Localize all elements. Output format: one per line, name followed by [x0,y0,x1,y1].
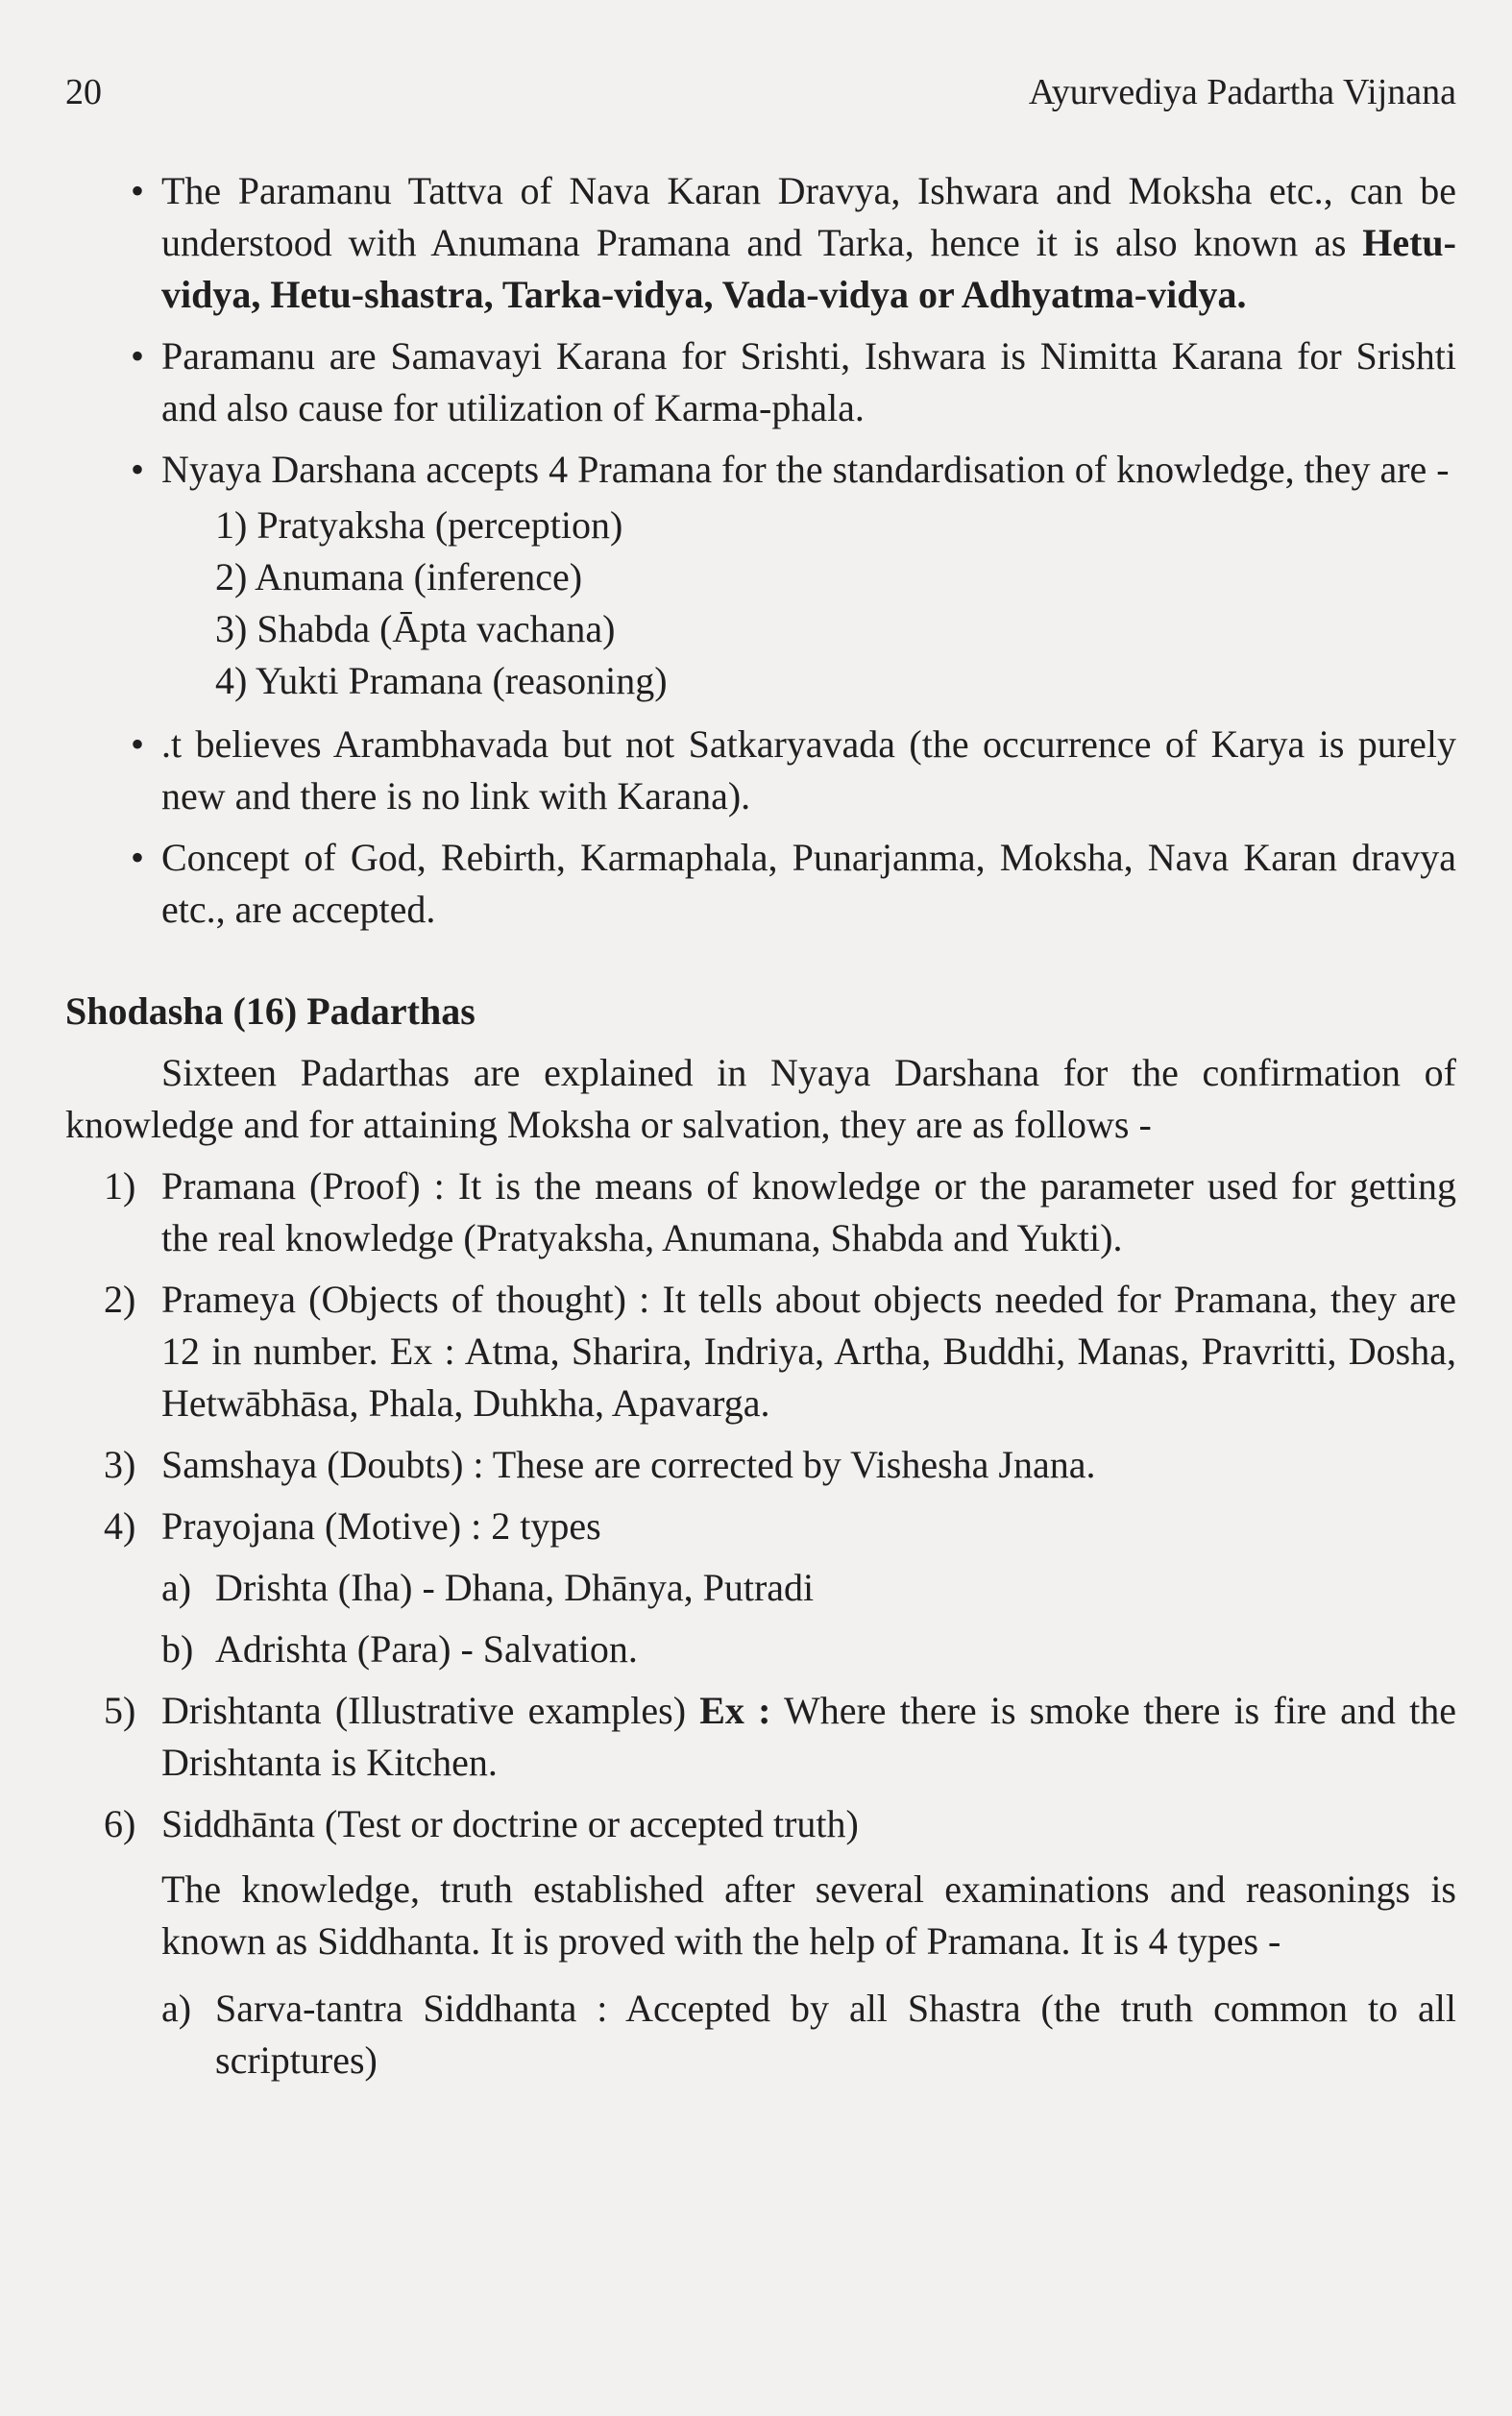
sub-item-letter: a) [161,1566,192,1609]
item-text: Siddhānta (Test or doctrine or accepted truth) [161,1802,859,1845]
prayojana-type [65,1623,1456,1675]
page-body [65,165,1456,2096]
padartha-item [65,1274,1456,1429]
item-text: Samshaya (Doubts) : These are corrected by Vishesha Jnana. [161,1443,1096,1486]
bullet-item [65,330,1456,434]
bullet-item [65,719,1456,822]
item-number: 5) [104,1689,136,1732]
item-text-continued: Where there is smoke there is fire and the Drishtanta is Kitchen. [161,1689,1456,1784]
pramana-list-item: 4) Yukti Pramana (reasoning) [215,659,668,702]
bullet-text: The Paramanu Tattva of Nava Karan Dravya, Ishwara and Moksha etc., can be understood with Anumana Pramana and Tarka, hence it is also known as [161,169,1456,264]
bullet-dot-icon: • [131,836,145,879]
pramana-list [65,500,1456,707]
item-bold-text: Ex : [699,1689,771,1732]
padartha-item [65,1501,1456,1552]
bullet-dot-icon: • [131,334,145,378]
item-number: 3) [104,1443,136,1486]
item-number: 2) [104,1278,136,1321]
item-number: 4) [104,1504,136,1548]
sub-item-text: Adrishta (Para) - Salvation. [215,1627,638,1671]
siddhanta-paragraph: The knowledge, truth established after several examinations and reasonings is known as Siddhanta. It is proved with the help of Pramana. It is 4 types - [161,1867,1456,1963]
item-number: 6) [104,1802,136,1845]
sub-item-letter: b) [161,1627,194,1671]
sub-item-text: Sarva-tantra Siddhanta : Accepted by all Shastra (the truth common to all scriptures) [215,1987,1456,2082]
bullet-text: Concept of God, Rebirth, Karmaphala, Punarjanma, Moksha, Nava Karan dravya etc., are accepted. [161,836,1456,931]
bullet-text: Paramanu are Samavayi Karana for Srishti, Ishwara is Nimitta Karana for Srishti and also cause for utilization of Karma-phala. [161,334,1456,429]
bullet-dot-icon: • [131,722,145,766]
padartha-item [65,1685,1456,1789]
padartha-item [65,1439,1456,1491]
bullet-item [65,832,1456,936]
pramana-list-item: 2) Anumana (inference) [215,555,583,598]
bullet-text: Nyaya Darshana accepts 4 Pramana for the standardisation of knowledge, they are - [161,448,1450,491]
section-heading: Shodasha (16) Padarthas [65,989,476,1033]
item-number: 1) [104,1164,136,1208]
prayojana-type [65,1562,1456,1614]
siddhanta-type [65,1983,1456,2087]
running-head: Ayurvediya Padartha Vijnana [1028,72,1456,112]
bullet-dot-icon: • [131,448,145,491]
bullet-bold-text: Hetu-vidya, Hetu-shastra, Tarka-vidya, Vada-vidya or Adhyatma-vidya. [161,221,1456,316]
pramana-list-item: 3) Shabda (Āpta vachana) [215,607,616,650]
padartha-item [65,1160,1456,1264]
intro-paragraph: Sixteen Padarthas are explained in Nyaya Darshana for the confirmation of knowledge and for attaining Moksha or salvation, they are as follows - [65,1051,1456,1146]
bullet-item [65,165,1456,321]
sub-item-letter: a) [161,1987,192,2030]
item-text: Prayojana (Motive) : 2 types [161,1504,601,1548]
bullet-dot-icon: • [131,169,145,212]
padartha-item [65,1798,1456,1850]
bullet-text: .t believes Arambhavada but not Satkaryavada (the occurrence of Karya is purely new and there is no link with Karana). [161,722,1456,818]
item-text: Prameya (Objects of thought) : It tells about objects needed for Pramana, they are 12 in number. Ex : Atma, Sharira, Indriya, Artha, Buddhi, Manas, Pravritti, Dosha, Hetwābhāsa, Phala, Duhkha, Apavarga. [161,1278,1456,1425]
item-text: Drishtanta (Illustrative examples) [161,1689,700,1732]
pramana-list-item: 1) Pratyaksha (perception) [215,503,623,547]
page-number: 20 [65,72,102,112]
bullet-item [65,444,1456,496]
sub-item-text: Drishta (Iha) - Dhana, Dhānya, Putradi [215,1566,815,1609]
item-text: Pramana (Proof) : It is the means of knowledge or the parameter used for getting the real knowledge (Pratyaksha, Anumana, Shabda and Yukti). [161,1164,1456,1259]
